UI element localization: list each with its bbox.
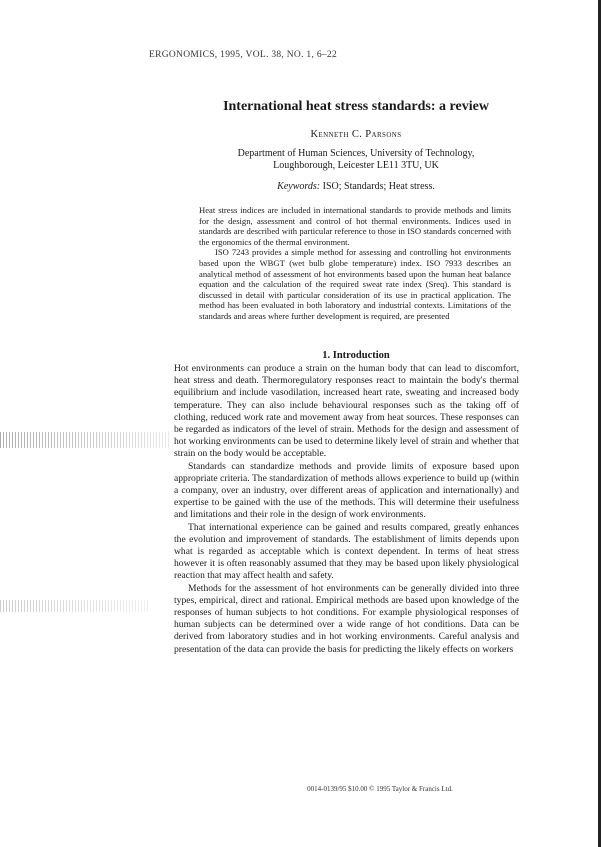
journal-header: ERGONOMICS, 1995, VOL. 38, NO. 1, 6–22 <box>149 50 338 60</box>
abstract-paragraph-2: ISO 7243 provides a simple method for assessing and controlling hot environments based upon the WBGT (wet bulb globe temperature) index. ISO 7933 describes an analytical method of assessment of hot environments based upon the human heat balance equation and the calculation of the required sweat rate index (Sreq). This standard is discussed in detail with particular consideration of its use in practical application. The method has been evaluated in both laboratory and industrial contexts. Limitations of the standards and areas where further development is required, are presented <box>199 247 511 321</box>
article-title: International heat stress standards: a review <box>223 99 489 114</box>
affiliation-line-1: Department of Human Sciences, University of Technology, <box>237 148 475 159</box>
scan-artifact <box>0 600 150 612</box>
keywords <box>150 181 562 192</box>
intro-paragraph-2: Standards can standardize methods and provide limits of exposure based upon appropriate criteria. The standardization of methods allows experience to build up (within a company, over an industry, over different areas of application and internationally) and expertise to be gained with the use of the methods. This will determine their usefulness and limitations and their role in the design of work environments. <box>174 460 519 521</box>
keywords-value: ISO; Standards; Heat stress. <box>320 181 435 192</box>
author-affiliation <box>150 148 562 172</box>
section-heading-introduction: 1. Introduction <box>322 350 390 361</box>
intro-paragraph-3: That international experience can be gained and results compared, greatly enhances the evolution and improvement of standards. The establishment of limits depends upon what is regarded as acceptable which is context dependent. In terms of heat stress however it is often reasonably assumed that they may be based upon likely physiological reaction that may affect health and safety. <box>174 521 519 582</box>
affiliation-line-2: Loughborough, Leicester LE11 3TU, UK <box>273 160 439 171</box>
intro-paragraph-1: Hot environments can produce a strain on the human body that can lead to discomfort, heat stress and death. Thermoregulatory responses react to maintain the body's thermal equilibrium and include vasodilation, increased heart rate, sweating and increased body temperature. They can also include behavioural responses such as the taking off of clothing, reduced work rate and movement away from heat sources. These responses can be regarded as indicators of the level of strain. Methods for the design and assessment of hot working environments can be used to determine likely level of strain and whether that strain on the body would be acceptable. <box>174 363 519 460</box>
introduction-body <box>174 363 519 656</box>
abstract <box>199 205 511 322</box>
intro-paragraph-4: Methods for the assessment of hot environments can be generally divided into three types, empirical, direct and rational. Empirical methods are based upon knowledge of the responses of human subjects to hot conditions. For example physiological responses of human subjects can be determined over a wide range of hot conditions. Data can be derived from laboratory studies and in hot working environments. Careful analysis and presentation of the data can provide the basis for predicting the likely effects on workers <box>174 582 519 655</box>
article-author: Kenneth C. Parsons <box>310 129 402 140</box>
copyright-footer: 0014-0139/95 $10.00 © 1995 Taylor & Francis Ltd. <box>307 785 453 793</box>
scan-artifact <box>0 432 170 448</box>
keywords-label: Keywords: <box>277 181 321 192</box>
abstract-paragraph-1: Heat stress indices are included in international standards to provide methods and limits for the design, assessment and control of hot thermal environments. Indices used in standards are described with particular reference to those in ISO standards concerned with the ergonomics of the thermal environment. <box>199 205 511 247</box>
